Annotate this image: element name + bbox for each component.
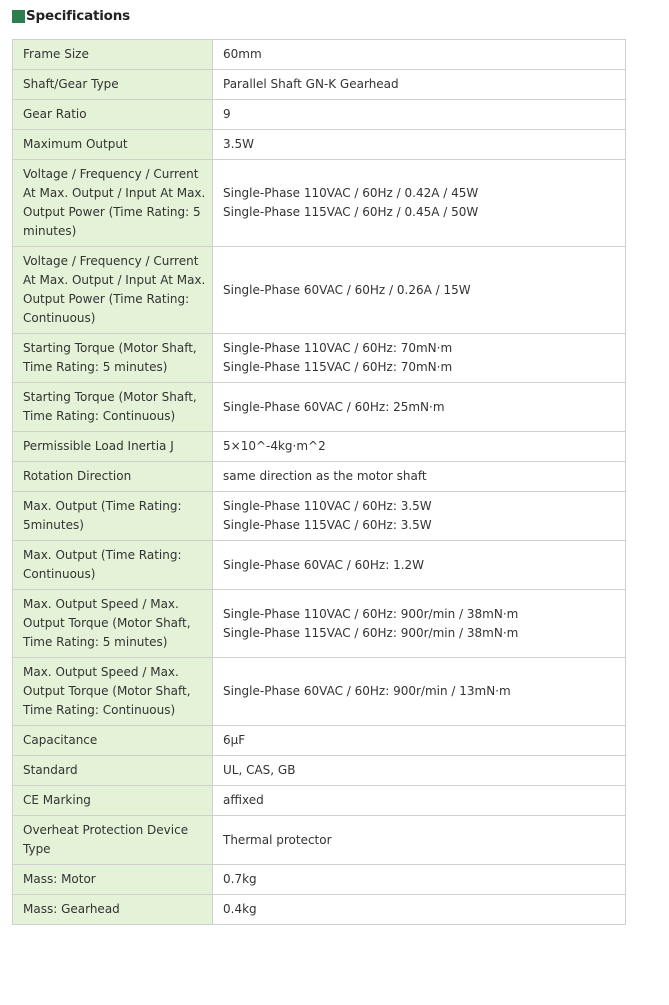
table-row: [13, 100, 626, 130]
spec-value: [213, 130, 626, 160]
spec-value: [213, 541, 626, 590]
spec-label: Overheat Protection Device Type: [13, 816, 213, 865]
spec-value-line: 5×10^-4kg·m^2: [223, 439, 326, 453]
spec-value-line: Single-Phase 60VAC / 60Hz: 1.2W: [223, 557, 425, 572]
spec-value: [213, 334, 626, 383]
spec-value: [213, 590, 626, 658]
table-row: [13, 726, 626, 756]
spec-value-line: 6μF: [223, 733, 246, 747]
spec-label: Voltage / Frequency / Current At Max. Output / Input At Max. Output Power (Time Rating: 5 minutes): [13, 160, 213, 247]
spec-label: Max. Output Speed / Max. Output Torque (Motor Shaft, Time Rating: 5 minutes): [13, 590, 213, 658]
specifications-table-body: [13, 40, 626, 925]
spec-value-line: 60mm: [223, 47, 262, 61]
spec-value-line: Single-Phase 115VAC / 60Hz: 70mN·m: [223, 360, 453, 374]
spec-label: Mass: Gearhead: [13, 895, 213, 925]
spec-value-line: Single-Phase 115VAC / 60Hz: 3.5W: [223, 518, 432, 532]
spec-label: Gear Ratio: [13, 100, 213, 130]
square-bullet-icon: [12, 10, 25, 23]
spec-value-line: 9: [223, 107, 231, 121]
spec-label: Max. Output Speed / Max. Output Torque (Motor Shaft, Time Rating: Continuous): [13, 658, 213, 726]
spec-label: Starting Torque (Motor Shaft, Time Rating: Continuous): [13, 383, 213, 432]
spec-value-line: UL, CAS, GB: [223, 763, 296, 777]
table-row: [13, 247, 626, 334]
spec-label: Starting Torque (Motor Shaft, Time Rating: 5 minutes): [13, 334, 213, 383]
spec-value-line: Single-Phase 110VAC / 60Hz: 900r/min / 38mN·m: [223, 606, 519, 621]
spec-value: [213, 658, 626, 726]
table-row: [13, 658, 626, 726]
spec-value: [213, 432, 626, 462]
spec-label: Max. Output (Time Rating: Continuous): [13, 541, 213, 590]
table-row: [13, 40, 626, 70]
spec-value-line: 0.4kg: [223, 902, 257, 916]
section-title: Specifications: [26, 8, 130, 24]
table-row: [13, 383, 626, 432]
spec-value: [213, 492, 626, 541]
spec-value-line: Parallel Shaft GN-K Gearhead: [223, 77, 399, 91]
spec-value: [213, 786, 626, 816]
spec-value: [213, 726, 626, 756]
spec-label: Voltage / Frequency / Current At Max. Output / Input At Max. Output Power (Time Rating: Continuous): [13, 247, 213, 334]
table-row: [13, 756, 626, 786]
table-row: [13, 895, 626, 925]
spec-value: [213, 383, 626, 432]
spec-label: Shaft/Gear Type: [13, 70, 213, 100]
section-heading: [12, 6, 130, 26]
spec-label: Capacitance: [13, 726, 213, 756]
spec-label: Mass: Motor: [13, 865, 213, 895]
spec-value: [213, 247, 626, 334]
spec-value-line: 0.7kg: [223, 872, 257, 886]
spec-label: Rotation Direction: [13, 462, 213, 492]
spec-value-line: Single-Phase 60VAC / 60Hz / 0.26A / 15W: [223, 282, 471, 297]
spec-value-line: Single-Phase 60VAC / 60Hz: 900r/min / 13mN·m: [223, 684, 511, 698]
spec-label: Maximum Output: [13, 130, 213, 160]
spec-label: Standard: [13, 756, 213, 786]
spec-value-line: Single-Phase 115VAC / 60Hz: 900r/min / 38mN·m: [223, 625, 519, 640]
spec-value: [213, 895, 626, 925]
table-row: [13, 160, 626, 247]
spec-value: [213, 100, 626, 130]
table-row: [13, 541, 626, 590]
spec-value: [213, 816, 626, 865]
spec-value: [213, 70, 626, 100]
specifications-table: [12, 39, 626, 925]
spec-label: Frame Size: [13, 40, 213, 70]
spec-value-line: Single-Phase 115VAC / 60Hz / 0.45A / 50W: [223, 205, 479, 219]
spec-value-line: same direction as the motor shaft: [223, 469, 427, 483]
table-row: [13, 432, 626, 462]
spec-value-line: Single-Phase 110VAC / 60Hz: 3.5W: [223, 499, 432, 513]
table-row: [13, 492, 626, 541]
spec-value-line: 3.5W: [223, 137, 254, 151]
table-row: [13, 334, 626, 383]
spec-value-line: Single-Phase 60VAC / 60Hz: 25mN·m: [223, 399, 445, 414]
spec-value-line: Thermal protector: [223, 832, 332, 847]
spec-label: Max. Output (Time Rating: 5minutes): [13, 492, 213, 541]
spec-value: [213, 160, 626, 247]
spec-value: [213, 756, 626, 786]
spec-value: [213, 865, 626, 895]
spec-value-line: affixed: [223, 793, 264, 807]
table-row: [13, 786, 626, 816]
spec-value-line: Single-Phase 110VAC / 60Hz / 0.42A / 45W: [223, 186, 479, 200]
table-row: [13, 130, 626, 160]
table-row: [13, 462, 626, 492]
table-row: [13, 70, 626, 100]
table-row: [13, 590, 626, 658]
table-row: [13, 865, 626, 895]
table-row: [13, 816, 626, 865]
spec-label: Permissible Load Inertia J: [13, 432, 213, 462]
spec-label: CE Marking: [13, 786, 213, 816]
spec-value: [213, 462, 626, 492]
spec-value-line: Single-Phase 110VAC / 60Hz: 70mN·m: [223, 341, 453, 355]
spec-value: [213, 40, 626, 70]
